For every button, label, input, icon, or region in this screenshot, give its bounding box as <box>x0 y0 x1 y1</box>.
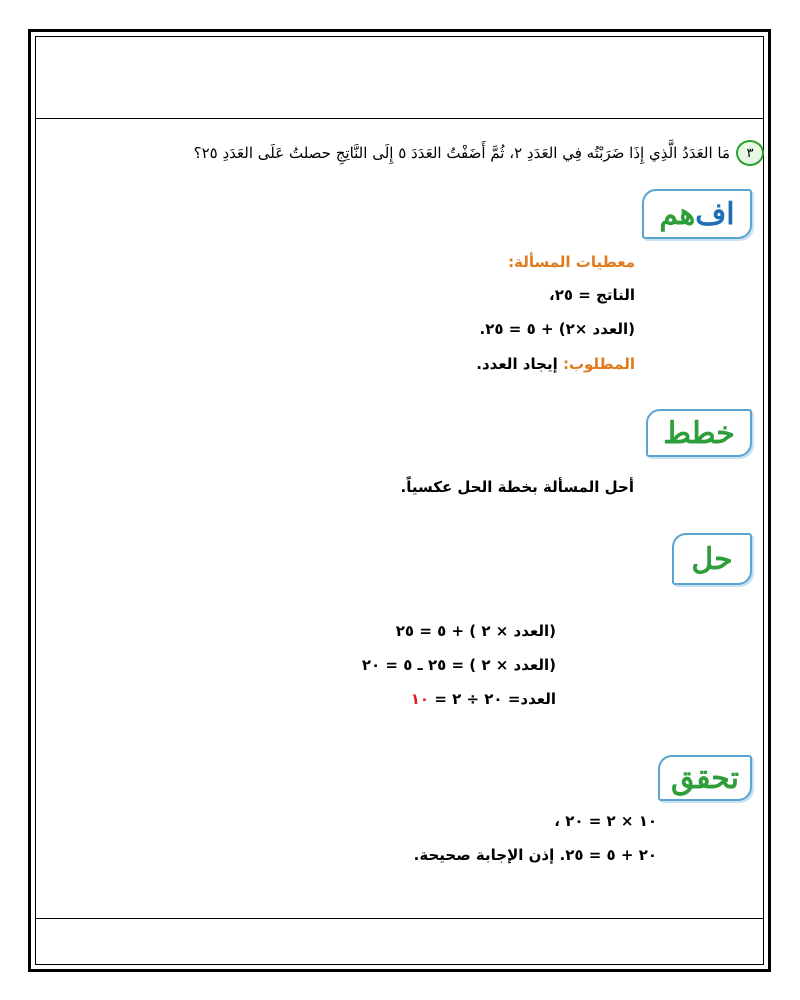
given-result: الناتج = ٢٥، <box>548 286 635 304</box>
understand-badge-part2: هم <box>659 196 696 232</box>
understand-badge <box>642 189 752 239</box>
footer-divider <box>35 918 764 919</box>
givens-label: معطيات المسألة: <box>508 253 635 271</box>
final-answer: ١٠ <box>410 690 430 708</box>
plan-badge: خطط <box>646 409 752 457</box>
plan-text: أحل المسألة بخطة الحل عكسياً. <box>400 478 634 496</box>
solve-step-3 <box>411 690 556 708</box>
required-text: إيجاد العدد. <box>476 355 563 373</box>
understand-badge-part1: اف <box>695 196 735 232</box>
check-line-1: ١٠ × ٢ = ٢٠ ، <box>554 812 657 830</box>
question-number: ٣ <box>736 140 764 166</box>
question-text: مَا العَدَدُ الَّذِي إِذَا ضَرَبْتُه فِي العَدَدِ ٢، ثُمَّ أَضَفْتُ العَدَدَ ٥ إِلَى النَّاتِجِ حصلتُ عَلَى العَدَدِ ٢٥؟ <box>193 144 730 162</box>
required-label: المطلوب: <box>562 355 635 373</box>
solve-step-3-expression: العدد= ٢٠ ÷ ٢ = <box>429 690 556 708</box>
solve-badge: حل <box>672 533 752 585</box>
check-line-2: ٢٠ + ٥ = ٢٥. إذن الإجابة صحيحة. <box>413 846 657 864</box>
solve-step-1: (العدد × ٢ ) + ٥ = ٢٥ <box>395 622 556 640</box>
solve-step-2: (العدد × ٢ ) = ٢٥ ـ ٥ = ٢٠ <box>361 656 556 674</box>
given-equation: (العدد ×٢) + ٥ = ٢٥. <box>479 320 635 338</box>
question-row <box>34 136 764 170</box>
required-line <box>476 355 635 373</box>
check-badge: تحقق <box>658 755 752 801</box>
header-divider <box>35 118 764 119</box>
